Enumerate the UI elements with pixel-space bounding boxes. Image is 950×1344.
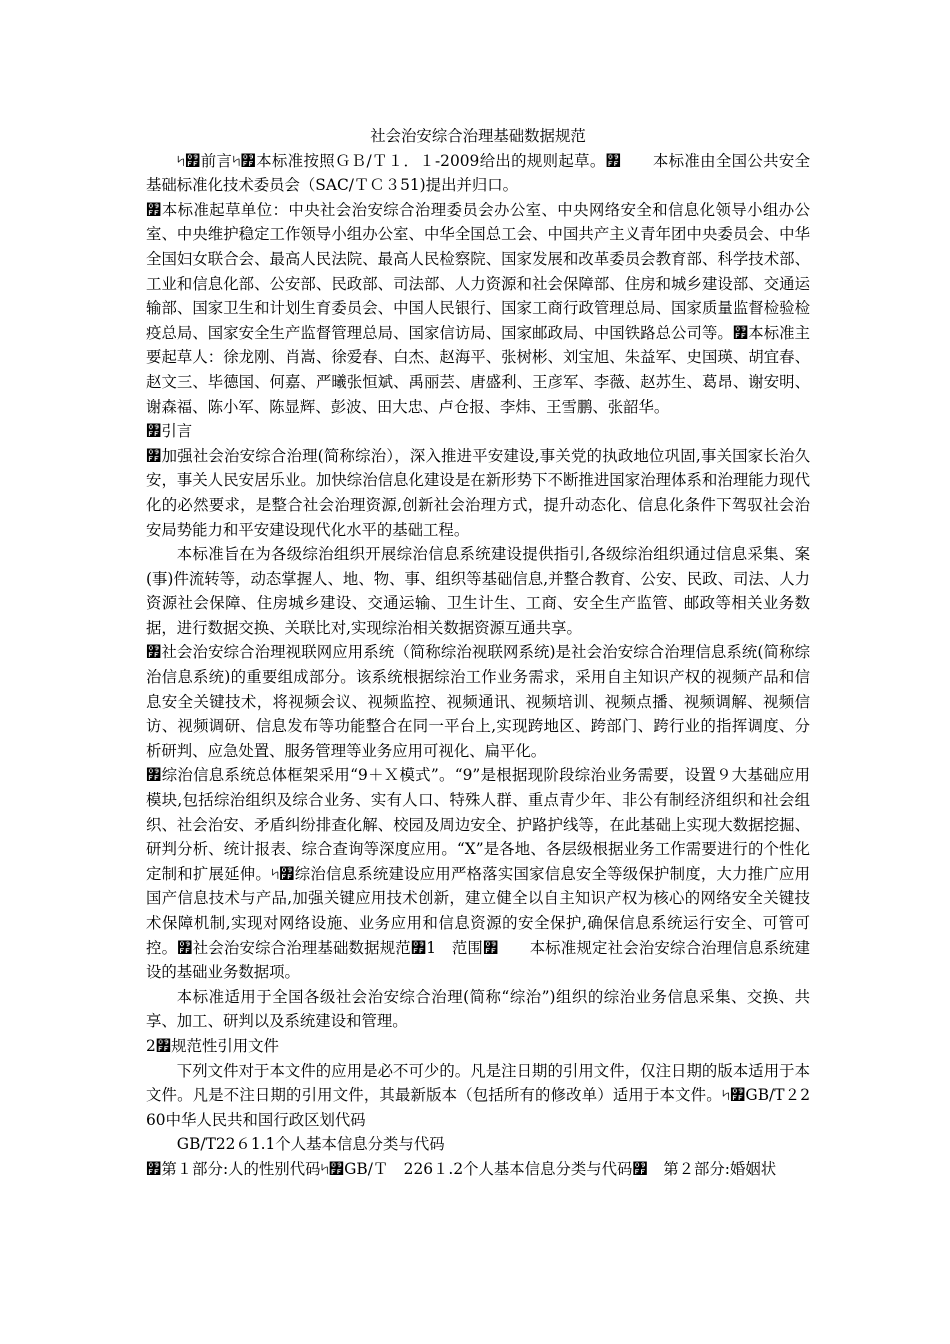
body-paragraph: ৸৿前言৸৿本标准按照ＧＢ/Ｔ１．１-2009给出的规则起草。৿ 本标准由全国公共安全基础标准化技术委员会（SAC/ＴＣ３51)提出并归口。 <box>146 151 810 195</box>
body-paragraph: 本标准适用于全国各级社会治安综合治理(简称“综治”)组织的综治业务信息采集、交换、共享、加工、研判以及系统建设和管理。 <box>146 987 810 1031</box>
body-paragraph: ৿综治信息系统总体框架采用“9＋Ｘ模式”。“9”是根据现阶段综治业务需要，设置９大基础应用模块,包括综治组织及综合业务、实有人口、特殊人群、重点青少年、非公有制经济组织和社会组织、社会治安、矛盾纠纷排查化解、校园及周边安全、护路护线等，在此基础上实现大数据挖掘、研判分析、统计报表、综合查询等深度应用。“X”是各地、各层级根据业务工作需要进行的个性化定制和扩展延伸。৸৿综治信息系统建设应用严格落实国家信息安全等级保护制度，大力推广应用国产信息技术与产品,加强关键应用技术创新，建立健全以自主知识产权为核心的网络安全关键技术保障机制,实现对网络设施、业务应用和信息资源的安全保护,确保信息系统运行安全、可管可控。৿社会治安综合治理基础数据规范৿1 范围৿ 本标准规定社会治安综合治理信息系统建设的基础业务数据项。 <box>146 766 810 982</box>
document-page <box>146 124 810 1182</box>
body-paragraph: 本标准旨在为各级综治组织开展综治信息系统建设提供指引,各级综治组织通过信息采集、案(事)件流转等，动态掌握人、地、物、事、组织等基础信息,并整合教育、公安、民政、司法、人力资源社会保障、住房城乡建设、交通运输、卫生计生、工商、安全生产监管、邮政等相关业务数据，进行数据交换、关联比对,实现综治相关数据资源互通共享。 <box>146 545 810 637</box>
body-paragraph: 2৿规范性引用文件 <box>146 1036 279 1055</box>
body-paragraph: 下列文件对于本文件的应用是必不可少的。凡是注日期的引用文件，仅注日期的版本适用于本文件。凡是不注日期的引用文件，其最新版本（包括所有的修改单）适用于本文件。৸৿GB/T２260中华人民共和国行政区划代码 <box>146 1061 810 1129</box>
document-title: 社会治安综合治理基础数据规范 <box>370 127 586 145</box>
body-paragraph: ৿本标准起草单位：中央社会治安综合治理委员会办公室、中央网络安全和信息化领导小组办公室、中央维护稳定工作领导小组办公室、中华全国总工会、中国共产主义青年团中央委员会、中华全国妇女联合会、最高人民法院、最高人民检察院、国家发展和改革委员会教育部、科学技术部、工业和信息化部、公安部、民政部、司法部、人力资源和社会保障部、住房和城乡建设部、交通运输部、国家卫生和计划生育委员会、中国人民银行、国家工商行政管理总局、国家质量监督检验检疫总局、国家安全生产监督管理总局、国家信访局、国家邮政局、中国铁路总公司等。৿本标准主要起草人：徐龙刚、肖嵩、徐爱春、白杰、赵海平、张树彬、刘宝旭、朱益军、史国瑛、胡宜春、赵文三、毕德国、何嘉、严曦张恒斌、禹丽芸、唐盛利、王彦军、李薇、赵苏生、葛昂、谢安明、谢森福、陈小军、陈显辉、彭波、田大忠、卢仓报、李炜、王雪鹏、张韶华。 <box>146 200 810 416</box>
body-paragraph: ৿加强社会治安综合治理(简称综治），深入推进平安建设,事关党的执政地位巩固,事关国家长治久安，事关人民安居乐业。加快综治信息化建设是在新形势下不断推进国家治理体系和治理能力现代化的必然要求，是整合社会治理资源,创新社会治理方式，提升动态化、信息化条件下驾驭社会治安局势能力和平安建设现代化水平的基础工程。 <box>146 446 810 539</box>
document-body <box>146 149 810 1182</box>
body-paragraph: ৿引言 <box>146 422 193 441</box>
body-paragraph: ৿第１部分:人的性别代码৸৿GB/Ｔ 226１.2个人基本信息分类与代码৿ 第２部分:婚姻状 <box>146 1159 777 1178</box>
body-paragraph: GB/T22６1.1个人基本信息分类与代码 <box>176 1135 445 1154</box>
body-paragraph: ৿社会治安综合治理视联网应用系统（简称综治视联网系统)是社会治安综合治理信息系统(简称综治信息系统)的重要组成部分。该系统根据综治工作业务需求，采用自主知识产权的视频产品和信息安全关键技术，将视频会议、视频监控、视频通讯、视频培训、视频点播、视频调解、视频信访、视频调研、信息发布等功能整合在同一平台上,实现跨地区、跨部门、跨行业的指挥调度、分析研判、应急处置、服务管理等业务应用可视化、扁平化。 <box>146 643 810 760</box>
